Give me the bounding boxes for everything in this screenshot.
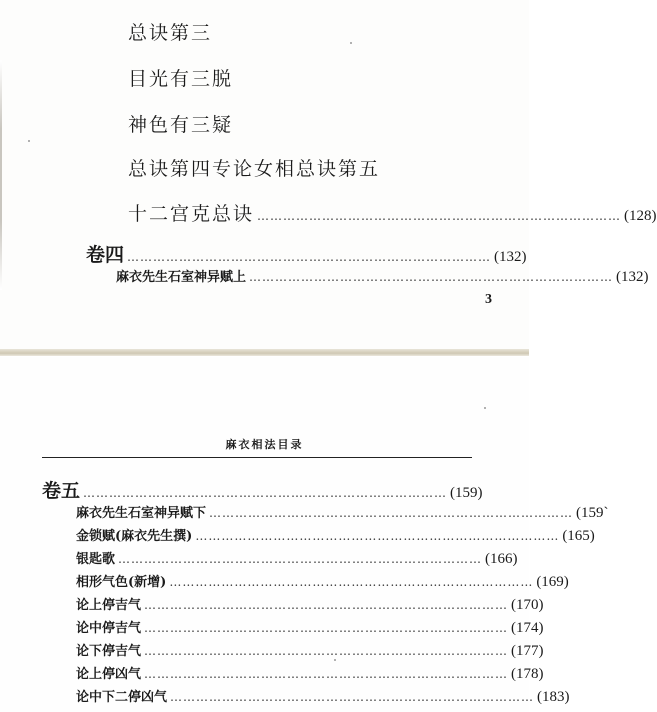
toc-entry-title: 十二宫克总诀: [128, 203, 255, 225]
page-edge-shadow: [0, 60, 2, 290]
toc-leader-dots: …………………………………………………………………………: [144, 644, 509, 658]
toc-entry[interactable]: [116, 266, 649, 286]
toc-leader-dots: …………………………………………………………………………: [144, 598, 509, 612]
toc-page-number: (177): [511, 643, 544, 659]
toc-leader-dots: …………………………………………………………………………: [144, 621, 509, 635]
toc-entry-title: 银匙歌: [76, 552, 116, 567]
toc-entry-title: 总诀第四专论女相总诀第五: [128, 158, 381, 180]
running-head: 麻衣相法目录: [225, 438, 304, 451]
toc-page-number: (165): [562, 528, 595, 544]
toc-entry[interactable]: [76, 663, 544, 683]
scan-speck: [28, 140, 30, 142]
toc-entry-title: 金锁赋(麻衣先生撰): [76, 529, 193, 544]
toc-entry-title: 总诀第三: [128, 22, 213, 44]
toc-leader-dots: …………………………………………………………………………: [169, 575, 534, 589]
toc-leader-dots: …………………………………………………………………………: [170, 690, 535, 704]
toc-entry[interactable]: [76, 548, 518, 568]
toc-leader-dots: …………………………………………………………………………: [118, 552, 483, 566]
toc-leader-dots: …………………………………………………………………………: [127, 250, 492, 264]
toc-entry-title: 相形气色(新增): [76, 575, 167, 590]
toc-juan-entry[interactable]: [42, 476, 483, 503]
toc-leader-dots: …………………………………………………………………………: [209, 506, 574, 520]
toc-leader-dots: …………………………………………………………………………: [257, 209, 622, 223]
toc-leader-dots: …………………………………………………………………………: [144, 667, 509, 681]
toc-page-number: (128): [624, 208, 657, 224]
toc-entry-title: 论上停凶气: [76, 667, 142, 682]
toc-page-number: (132): [616, 269, 649, 285]
scan-speck: [350, 42, 352, 44]
toc-entry-title: 论上停吉气: [76, 598, 142, 613]
toc-entry[interactable]: [76, 594, 544, 614]
toc-page-number: (183): [537, 689, 570, 705]
toc-page-number: (174): [511, 620, 544, 636]
toc-page-number: (178): [511, 666, 544, 682]
toc-entry[interactable]: [76, 571, 569, 591]
toc-entry-title: 论下停吉气: [76, 644, 142, 659]
toc-leader-dots: …………………………………………………………………………: [249, 270, 614, 284]
toc-entry[interactable]: [128, 199, 657, 226]
toc-entry[interactable]: [76, 617, 544, 637]
toc-entry-title: 麻衣先生石室神异赋下: [76, 506, 207, 521]
juan-title: 卷五: [42, 480, 81, 502]
toc-page-number: (169): [536, 574, 569, 590]
toc-page-number: (132): [494, 249, 527, 265]
page-number: 3: [485, 292, 492, 307]
toc-entry-title: 论中下二停凶气: [76, 690, 168, 705]
top-page: [0, 0, 657, 352]
toc-entry-title: 麻衣先生石室神异赋上: [116, 270, 247, 285]
toc-page-number: (159): [450, 485, 483, 501]
page-fold: [0, 349, 529, 356]
toc-juan-entry[interactable]: [86, 240, 527, 267]
toc-entry[interactable]: [76, 502, 609, 522]
toc-leader-dots: …………………………………………………………………………: [83, 486, 448, 500]
toc-page-number: (170): [511, 597, 544, 613]
toc-entry-title: 神色有三疑: [128, 114, 234, 136]
header-rule: [42, 457, 472, 458]
toc-entry-title: 目光有三脱: [128, 68, 234, 90]
toc-entry[interactable]: [76, 640, 544, 660]
toc-entry-title: 论中停吉气: [76, 621, 142, 636]
toc-entry[interactable]: [76, 686, 570, 706]
toc-page-number: (166): [485, 551, 518, 567]
scan-speck: [484, 407, 486, 409]
toc-entry[interactable]: [76, 525, 595, 545]
toc-leader-dots: …………………………………………………………………………: [195, 529, 560, 543]
toc-page-number: (159`: [576, 505, 609, 521]
juan-title: 卷四: [86, 244, 125, 266]
